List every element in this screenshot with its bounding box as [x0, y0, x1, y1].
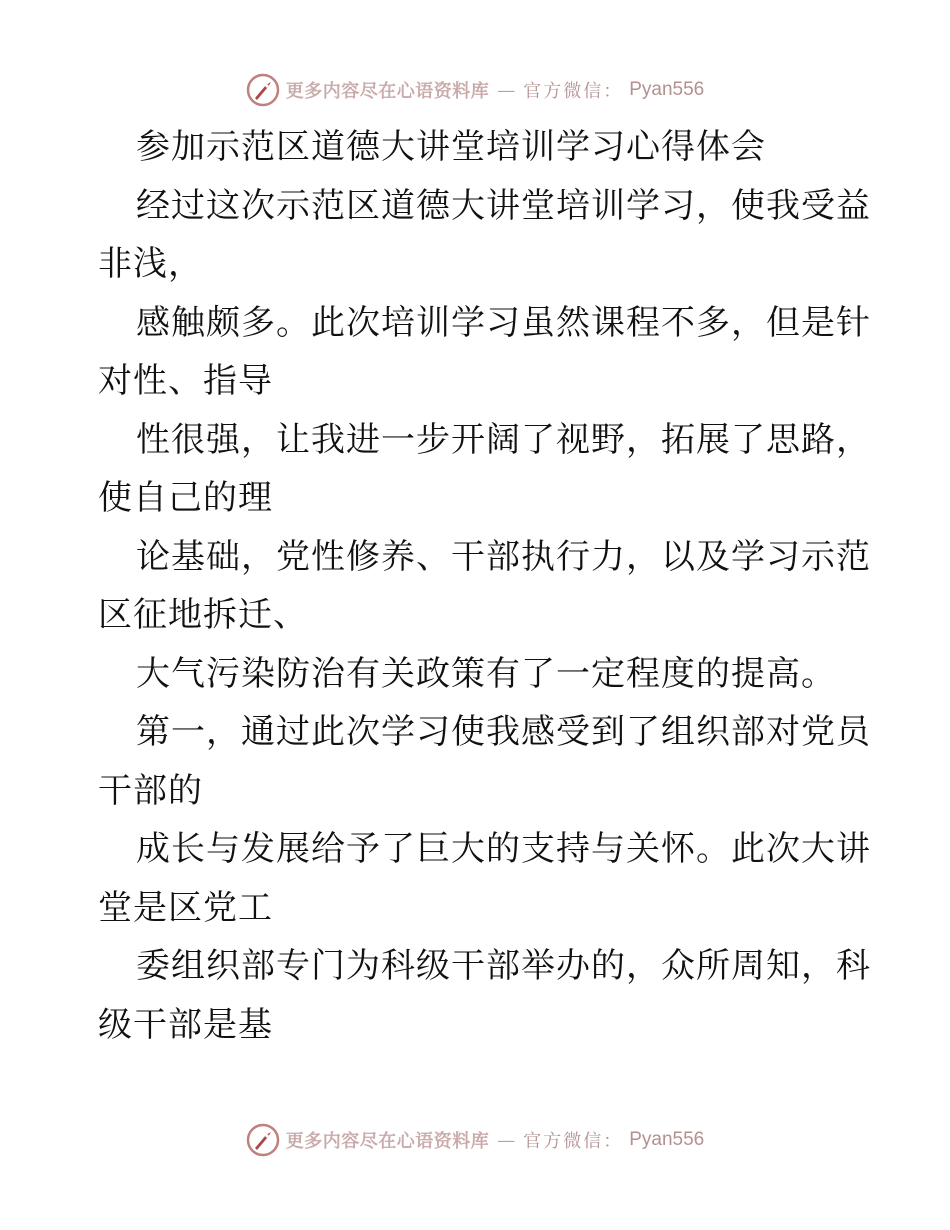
- document-line-3: 非浅，: [98, 244, 203, 284]
- watermark-separator: —: [497, 79, 516, 101]
- watermark-text: 更多内容尽在心语资料库: [285, 81, 490, 102]
- watermark-wechat-label: 官方微信：: [523, 1131, 624, 1152]
- document-line-16: 级干部是基: [98, 1005, 273, 1045]
- watermark-separator: —: [497, 1129, 516, 1151]
- watermark-wechat-label: 官方微信：: [523, 81, 624, 102]
- document-line-10: 大气污染防治有关政策有了一定程度的提高。: [136, 654, 836, 694]
- document-line-5: 对性、指导: [98, 361, 273, 401]
- document-line-1: 参加示范区道德大讲堂培训学习心得体会: [136, 127, 766, 167]
- document-line-13: 成长与发展给予了巨大的支持与关怀。此次大讲: [136, 829, 871, 869]
- document-line-6: 性很强，让我进一步开阔了视野，拓展了思路，: [136, 420, 871, 460]
- document-line-11: 第一，通过此次学习使我感受到了组织部对党员: [136, 712, 871, 752]
- document-line-2: 经过这次示范区道德大讲堂培训学习，使我受益: [136, 186, 871, 226]
- watermark-banner-top: [0, 70, 950, 110]
- pen-nib-logo-icon: [246, 73, 280, 107]
- document-line-14: 堂是区党工: [98, 888, 273, 928]
- document-line-9: 区征地拆迁、: [98, 595, 308, 635]
- watermark-wechat-id: Pyan556: [629, 1129, 705, 1150]
- document-line-15: 委组织部专门为科级干部举办的，众所周知，科: [136, 946, 871, 986]
- document-line-4: 感触颇多。此次培训学习虽然课程不多，但是针: [136, 303, 871, 343]
- watermark-banner-bottom: [0, 1120, 950, 1160]
- document-line-8: 论基础，党性修养、干部执行力，以及学习示范: [136, 537, 871, 577]
- pen-nib-logo-icon: [246, 1123, 280, 1157]
- watermark-text: 更多内容尽在心语资料库: [285, 1131, 490, 1152]
- document-line-7: 使自己的理: [98, 478, 273, 518]
- document-line-12: 干部的: [98, 771, 203, 811]
- watermark-wechat-id: Pyan556: [629, 79, 705, 100]
